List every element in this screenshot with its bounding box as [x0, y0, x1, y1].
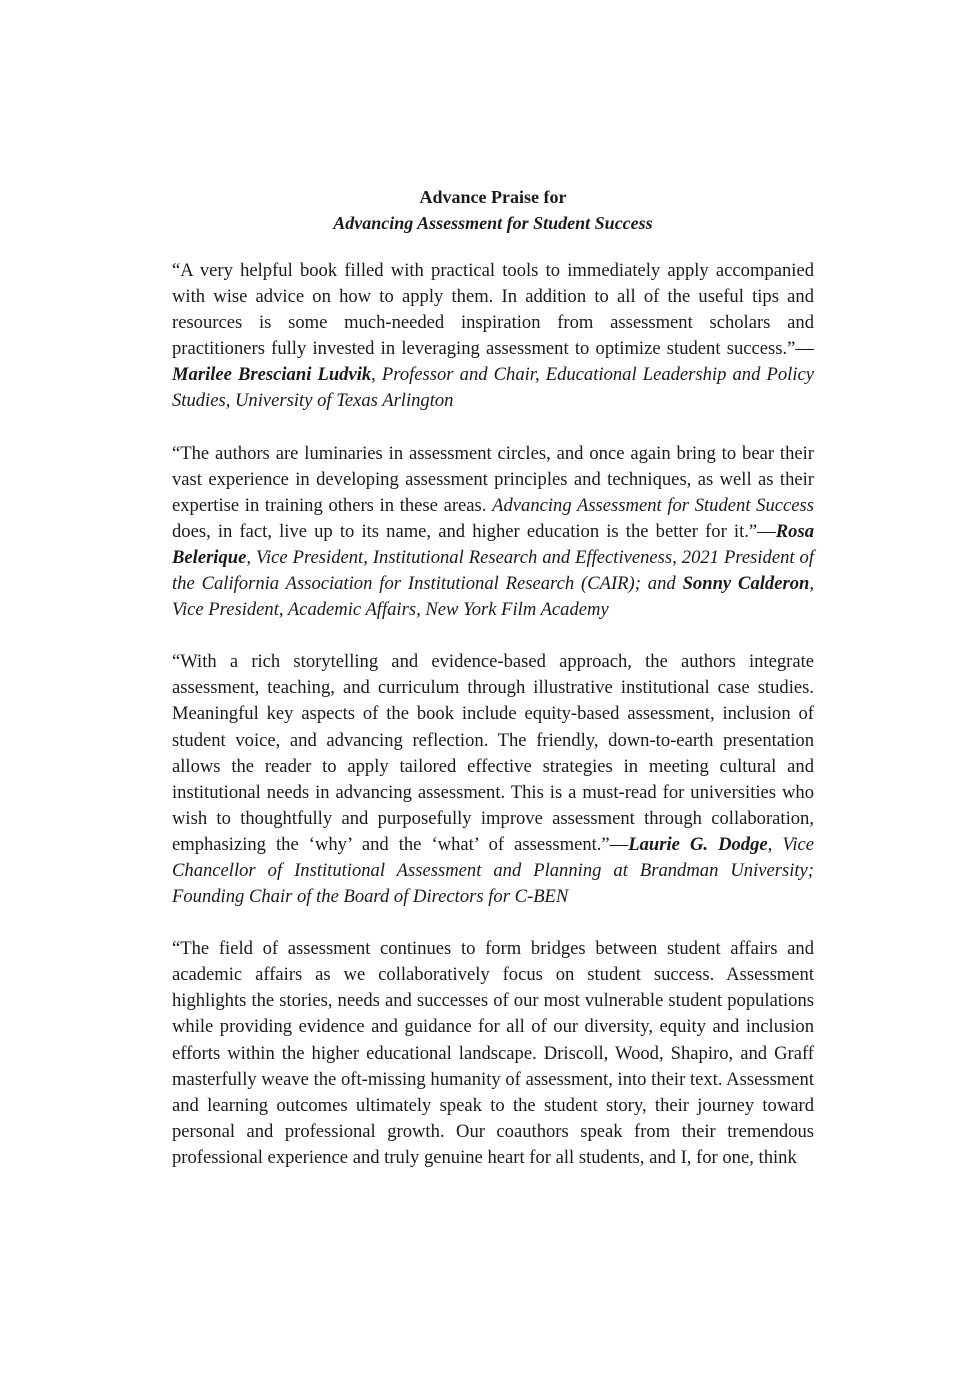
quote-book-title: Advancing Assessment for Student Success	[492, 494, 814, 516]
praise-quote-1	[172, 258, 814, 415]
praise-quote-2	[172, 441, 814, 624]
quote-text: “The authors are luminaries in assessment circles, and once again bring to bear their vast experience in developing assessment principles and techniques, as well as their expertise in training others in these areas.	[172, 442, 814, 516]
quote-text: “The field of assessment continues to form bridges between student affairs and academic affairs as we collaboratively focus on student success. Assessment highlights the stories, needs and successes of our most vulnerable student populations while providing evidence and guidance for all of our diversity, equity and inclusion efforts within the higher educational landscape. Driscoll, Wood, Shapiro, and Graff masterfully weave the oft-missing humanity of assessment, into their text. Assessment and learning outcomes ultimately speak to the student story, their journey toward personal and professional growth. Our coauthors speak from their tremendous professional experience and truly genuine heart for all students, and I, for one, think	[172, 938, 814, 1168]
page-content	[172, 184, 814, 1197]
quote-author: Laurie G. Dodge	[628, 833, 768, 855]
quote-affiliation: , Vice President, Institutional Research and Effectiveness, 2021 President of the California Association for Institutional Research (CAIR); and	[172, 546, 814, 595]
quote-affiliation-second: , Vice President, Academic Affairs, New York Film Academy	[172, 573, 814, 621]
quote-text: “With a rich storytelling and evidence-based approach, the authors integrate assessment, teaching, and curriculum through illustrative institutional case studies. Meaningful key aspects of the book include equity-based assessment, inclusion of student voice, and advancing reflection. The friendly, down-to-earth presentation allows the reader to apply tailored effective strategies in meeting cultural and institutional needs in advancing assessment. This is a must-read for universities who wish to thoughtfully and purposefully improve assessment through collaboration, emphasizing the ‘why’ and the ‘what’ of assessment.”—	[172, 651, 814, 855]
quote-affiliation: , Professor and Chair, Educational Leadership and Policy Studies, University of Texas Arlington	[172, 364, 814, 412]
heading-title: Advance Praise for	[419, 187, 567, 207]
quote-author: Rosa Belerique	[172, 520, 814, 568]
page-heading	[172, 184, 814, 236]
quote-author: Marilee Bresciani Ludvik	[172, 364, 372, 386]
praise-quote-4	[172, 936, 814, 1171]
heading-book-title: Advancing Assessment for Student Success	[333, 213, 653, 233]
quote-text: “A very helpful book filled with practical tools to immediately apply accompanied with wise advice on how to apply them. In addition to all of the useful tips and resources is some much-needed inspiration from assessment scholars and practitioners fully invested in leveraging assessment to optimize student success.”—	[172, 260, 814, 360]
praise-quote-3	[172, 649, 814, 910]
quote-affiliation: , Vice Chancellor of Institutional Assessment and Planning at Brandman University; Founding Chair of the Board of Directors for C-BEN	[172, 833, 814, 908]
quote-author-second: Sonny Calderon	[682, 573, 810, 595]
quote-text-continued: does, in fact, live up to its name, and higher education is the better for it.”—	[172, 520, 776, 542]
